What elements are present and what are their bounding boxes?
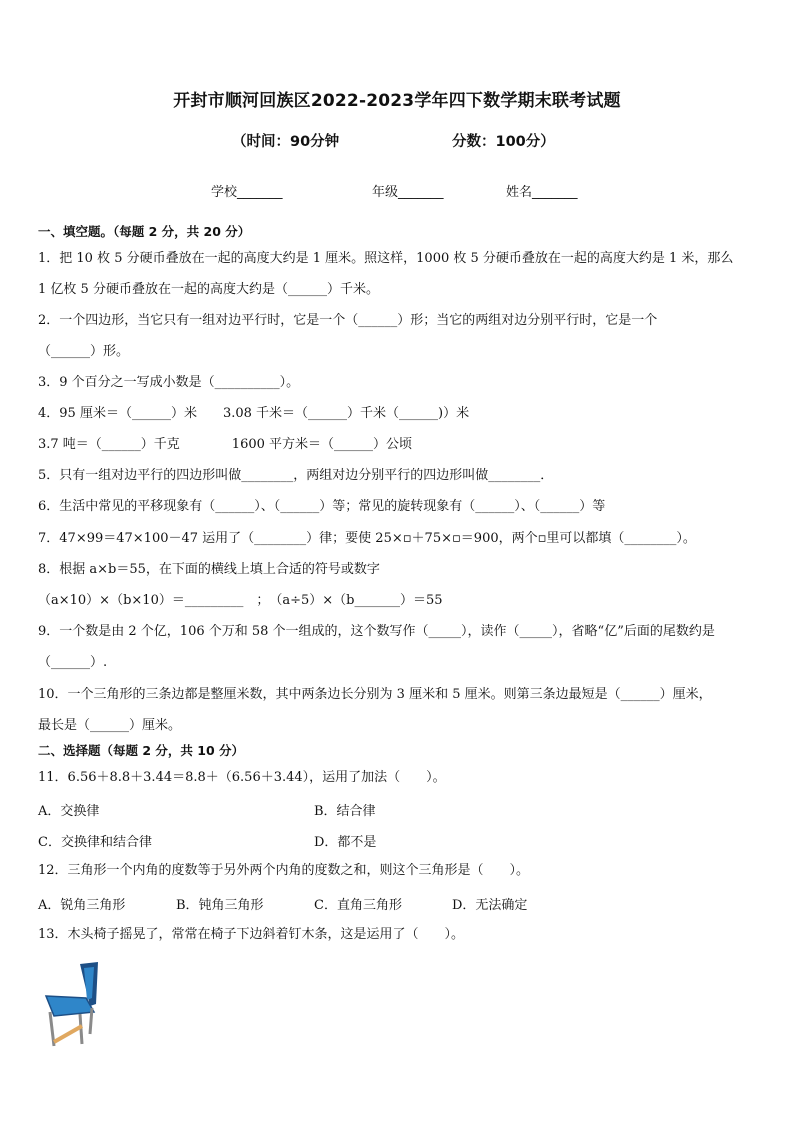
q3-line: 3．9 个百分之一写成小数是（__________）。 — [38, 375, 300, 390]
q12-option-c: C．直角三角形 — [314, 898, 402, 913]
chair-brace — [54, 1026, 82, 1042]
chair-illustration — [40, 960, 104, 1048]
q9-line2: （______）. — [38, 655, 108, 670]
school-field: 学校_______ — [211, 185, 283, 200]
section2-heading: 二、选择题（每题 2 分，共 10 分） — [38, 743, 245, 758]
q8-line1: 8．根据 a×b＝55，在下面的横线上填上合适的符号或数字 — [38, 562, 380, 577]
q11-option-a: A．交换律 — [38, 804, 100, 819]
q11-option-d: D．都不是 — [314, 835, 377, 850]
exam-title: 开封市顺河回族区2022-2023学年四下数学期末联考试题 — [173, 91, 621, 111]
q1-line1: 1．把 10 枚 5 分硬币叠放在一起的高度大约是 1 厘米。照这样，1000 枚 5 分硬币叠放在一起的高度大约是 1 米，那么 — [38, 251, 734, 266]
q11-stem: 11．6.56＋8.8＋3.44＝8.8＋（6.56＋3.44），运用了加法（ ）。 — [38, 770, 446, 785]
q7-line: 7．47×99＝47×100－47 运用了（________）律；要使 25×▫＋75×▫＝900，两个▫里可以都填（________）。 — [38, 531, 696, 546]
name-field: 姓名_______ — [506, 185, 578, 200]
q10-line1: 10．一个三角形的三条边都是整厘米数，其中两条边长分别为 3 厘米和 5 厘米。则第三条边最短是（______）厘米， — [38, 687, 712, 702]
q11-option-c: C．交换律和结合律 — [38, 835, 152, 850]
q2-line1: 2．一个四边形，当它只有一组对边平行时，它是一个（______）形；当它的两组对边分别平行时，它是一个 — [38, 313, 658, 328]
q2-line2: （______）形。 — [38, 344, 130, 359]
q12-option-d: D．无法确定 — [452, 898, 528, 913]
q12-option-b: B．钝角三角形 — [176, 898, 264, 913]
q5-line: 5．只有一组对边平行的四边形叫做________，两组对边分别平行的四边形叫做________． — [38, 468, 554, 483]
grade-field: 年级_______ — [372, 185, 444, 200]
q12-option-a: A．锐角三角形 — [38, 898, 126, 913]
q11-option-b: B．结合律 — [314, 804, 376, 819]
section1-heading: 一、填空题。（每题 2 分，共 20 分） — [38, 224, 251, 239]
q13-stem: 13．木头椅子摇晃了，常常在椅子下边斜着钉木条，这是运用了（ ）。 — [38, 927, 465, 942]
q10-line2: 最长是（______）厘米。 — [38, 718, 182, 733]
q1-line2: 1 亿枚 5 分硬币叠放在一起的高度大约是（______）千米。 — [38, 282, 379, 297]
q4-line1: 4．95 厘米＝（______）米 3.08 千米＝（______）千米（______)）米 — [38, 406, 470, 421]
exam-time: （时间：90分钟 — [232, 134, 340, 150]
q12-stem: 12．三角形一个内角的度数等于另外两个内角的度数之和，则这个三角形是（ ）。 — [38, 863, 530, 878]
q8-line2: （a×10）×（b×10）＝_________ ； （a÷5）×（b_______）＝55 — [38, 593, 443, 608]
exam-score: 分数：100分） — [452, 134, 555, 150]
q6-line: 6．生活中常见的平移现象有（______）、（______）等；常见的旋转现象有（______）、（______）等 — [38, 499, 606, 514]
chair-seat — [46, 996, 94, 1016]
q9-line1: 9．一个数是由 2 个亿，106 个万和 58 个一组成的，这个数写作（_____），读作（_____），省略“亿”后面的尾数约是 — [38, 624, 715, 639]
chair-leg-back — [90, 1008, 92, 1034]
q4-line2: 3.7 吨＝（______）千克 1600 平方米＝（______）公顷 — [38, 437, 413, 452]
